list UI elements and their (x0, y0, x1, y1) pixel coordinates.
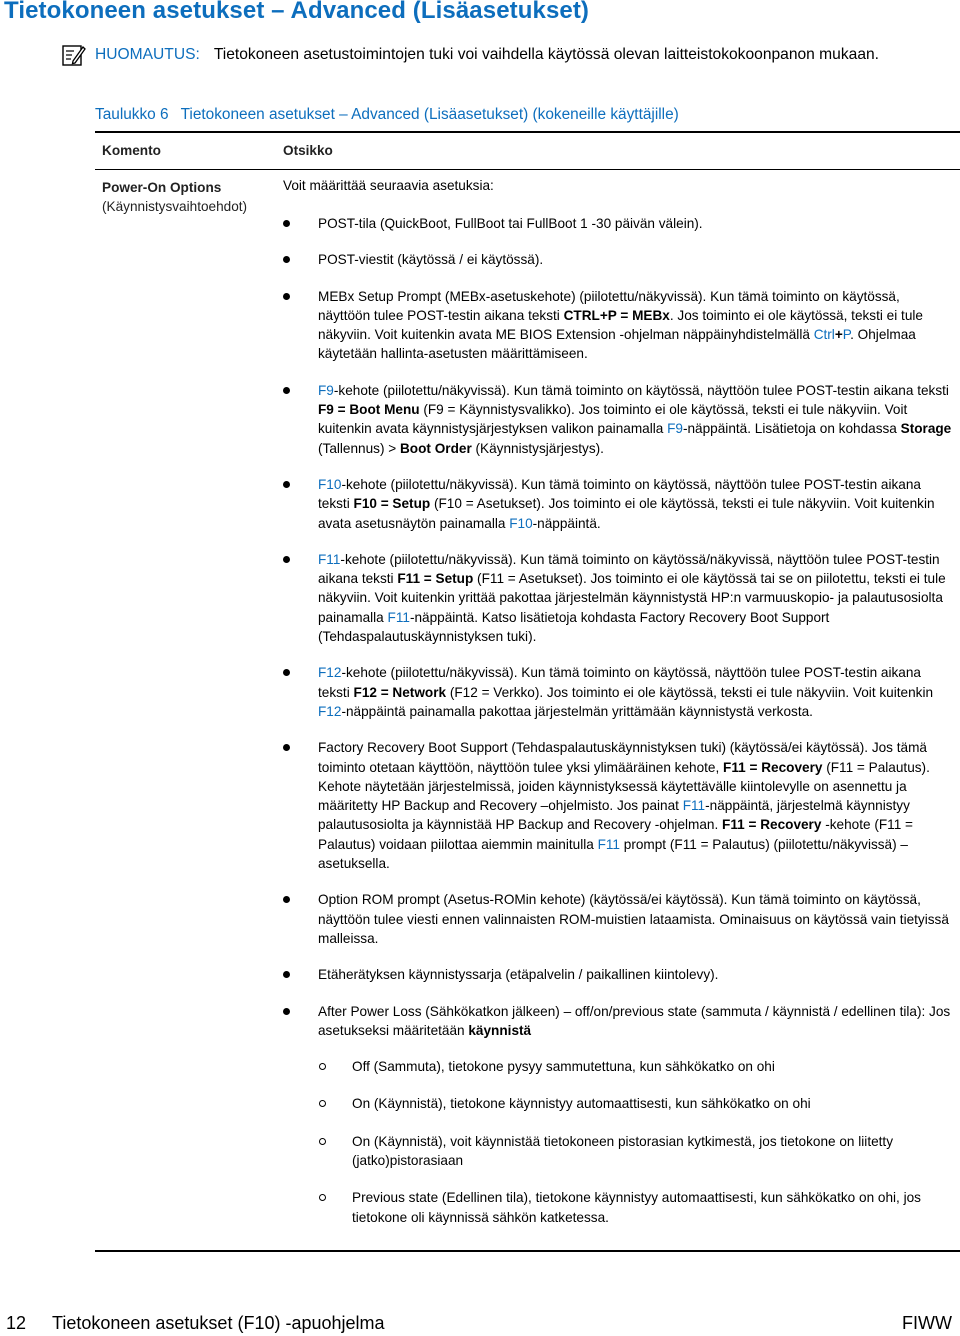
key-f11: F11 (682, 798, 706, 814)
bullet-icon (283, 556, 290, 563)
bullet-icon (283, 896, 290, 903)
command-subtitle: (Käynnistysvaihtoehdot) (102, 199, 248, 214)
list-item (283, 965, 955, 984)
list-item (283, 890, 955, 948)
item-text: (F11 = Asetukset). Jos toiminto ei ole käytössä tai se on piilotettu, teksti ei tule näkyviin. Voit kuitenkin yrittää pakottaa järjestelmän käynnistystä HP:n varmuuskopio- ja palautusosiolta painamalla (318, 571, 946, 625)
hollow-bullet-icon (319, 1194, 326, 1201)
item-text: After Power Loss (Sähkökatkon jälkeen) – off/on/previous state (sammuta / käynnistä / edellinen tila): Jos asetukseksi määritetään (318, 1003, 951, 1038)
table-header-rule (95, 169, 960, 170)
key-p: P (842, 327, 851, 343)
item-key-text: F11 = Setup (397, 571, 474, 587)
footer-locale: FIWW (902, 1313, 952, 1333)
key-f9: F9 (318, 382, 334, 398)
table-bottom-rule (95, 1250, 960, 1252)
key-f11: F11 (597, 836, 620, 852)
item-text: prompt (F11 = Palautus) (piilotettu/näkyvissä) –asetuksella. (318, 836, 908, 872)
item-key-text: F10 = Setup (353, 496, 431, 512)
item-text: -näppäintä. (532, 515, 601, 531)
bullet-icon (283, 220, 290, 227)
item-text: (Tallennus) > (318, 440, 400, 456)
key-f10: F10 (509, 515, 533, 531)
item-text: Etäherätyksen käynnistyssarja (etäpalvelin / paikallinen kiintolevy). (318, 967, 719, 983)
sub-item-text: On (Käynnistä), voit käynnistää tietokoneen pistorasian kytkimestä, jos tietokone on liitetty (jatko)pistorasiaan (352, 1133, 894, 1168)
sub-item-text: Previous state (Edellinen tila), tietokone käynnistyy automaattisesti, kun sähkökatko on ohi, jos tietokone oli käynnissä sähkön katketessa. (352, 1190, 921, 1225)
item-text: (F12 = Verkko). Jos toiminto ei ole käytössä, teksti ei tule näkyviin. Voit kuitenkin (446, 684, 934, 700)
command-title: Power-On Options (102, 180, 222, 195)
item-key-text: + (834, 327, 843, 343)
sub-list-item (283, 1094, 955, 1113)
description-intro: Voit määrittää seuraavia asetuksia: (283, 178, 494, 193)
bullet-icon (283, 1008, 290, 1015)
item-key-text: CTRL+P = MEBx (563, 307, 670, 323)
item-text: . Ohjelmaa käytetään hallinta-asetusten määrittämiseen. (318, 327, 916, 362)
bullet-icon (283, 669, 290, 676)
item-text: Factory Recovery Boot Support (Tehdaspalautuskäynnistyksen tuki) (käytössä/ei käytössä). Jos tämä toiminto otetaan käyttöön, näyttöön tulee yksi ylimääräinen kehote, (318, 740, 927, 775)
list-item (283, 738, 955, 873)
item-key-text: käynnistä (468, 1022, 532, 1038)
item-text: (F10 = Asetukset). Jos toiminto ei ole käytössä, teksti ei tule näkyviin. Voit kuitenkin avata asetusnäytön painamalla (318, 496, 935, 531)
column-header-description: Otsikko (283, 143, 333, 158)
item-text: -näppäintä painamalla pakottaa järjestelmän yrittämään käynnistystä verkosta. (341, 703, 813, 719)
list-item (283, 381, 955, 458)
list-item (283, 214, 955, 233)
key-f12: F12 (318, 665, 342, 681)
list-item (283, 550, 955, 646)
item-text: -näppäintä. Katso lisätietoja kohdasta Factory Recovery Boot Support (Tehdaspalautuskäynnistyksen tuki). (318, 609, 830, 645)
item-key-text: F9 = Boot Menu (318, 402, 420, 418)
list-item (283, 1002, 955, 1041)
item-text: MEBx Setup Prompt (MEBx-asetuskehote) (piilotettu/näkyvissä). Kun tämä toiminto on käytössä, näyttöön tulee POST-testin aikana teksti (318, 288, 900, 323)
item-text: (Käynnistysjärjestys). (471, 440, 604, 456)
table-caption (95, 106, 679, 124)
sub-item-text: On (Käynnistä), tietokone käynnistyy automaattisesti, kun sähkökatko on ohi (352, 1096, 811, 1112)
footer-page-number: 12 (6, 1313, 27, 1333)
item-text: . Jos toiminto ei ole käytössä, teksti ei tule näkyviin. Voit kuitenkin avata ME BIOS Extension -ohjelman näppäinyhdistelmällä (318, 307, 923, 343)
list-item (283, 250, 955, 269)
item-text: POST-viestit (käytössä / ei käytössä). (318, 252, 544, 268)
item-text: (F11 = Palautus). Kehote näytetään järjestelmissä, joiden käynnistyksessä käytettävälle kiintolevylle on asennettu ja määritetty HP Backup and Recovery –ohjelmisto. Jos painat (318, 759, 930, 814)
hollow-bullet-icon (319, 1063, 326, 1070)
table-caption-number: Taulukko 6 (95, 106, 169, 123)
bullet-icon (283, 293, 290, 300)
table-top-rule (95, 131, 960, 133)
table-caption-text: Tietokoneen asetukset – Advanced (Lisäasetukset) (kokeneille käyttäjille) (180, 106, 679, 123)
bullet-icon (283, 481, 290, 488)
item-text: -kehote (piilotettu/näkyvissä). Kun tämä toiminto on käytössä, näyttöön tulee POST-testin aikana teksti (318, 665, 921, 700)
note-pencil-icon (62, 43, 86, 67)
page-title: Tietokoneen asetukset – Advanced (Lisäasetukset) (4, 0, 590, 24)
key-f12: F12 (318, 703, 342, 719)
settings-list (283, 214, 955, 1245)
bullet-icon (283, 744, 290, 751)
item-text: -näppäintä. Lisätietoja on kohdassa (682, 421, 901, 437)
item-text: -kehote (piilotettu/näkyvissä). Kun tämä toiminto on käytössä, näyttöön tulee POST-testin aikana teksti (318, 476, 921, 512)
key-f11: F11 (387, 609, 410, 625)
item-key-text: Boot Order (399, 440, 472, 456)
note-text: Tietokoneen asetustoimintojen tuki voi vaihdella käytössä olevan laitteistokokoonpanon mukaan. (213, 46, 879, 63)
item-text: -näppäintä, järjestelmä käynnistyy palautusosiolta ja käynnistää HP Backup and Recovery -ohjelman. (318, 798, 910, 833)
bullet-icon (283, 387, 290, 394)
item-text: -kehote (piilotettu/näkyvissä). Kun tämä toiminto on käytössä, näyttöön tulee POST-testin aikana teksti (333, 382, 949, 398)
item-text: (F9 = Käynnistysvalikko). Jos toiminto ei ole käytössä, teksti ei tule näkyviin. Voit kuitenkin avata käynnistysjärjestyksen valikon painamalla (318, 402, 908, 437)
hollow-bullet-icon (319, 1138, 326, 1145)
sub-item-text: Off (Sammuta), tietokone pysyy sammutettuna, kun sähkökatko on ohi (352, 1059, 775, 1075)
item-text: POST-tila (QuickBoot, FullBoot tai FullBoot 1 -30 päivän välein). (318, 216, 703, 231)
key-f9: F9 (667, 421, 683, 437)
footer-title: Tietokoneen asetukset (F10) -apuohjelma (52, 1313, 385, 1333)
key-f10: F10 (318, 476, 342, 492)
command-cell (102, 178, 247, 216)
list-item (283, 475, 955, 533)
item-text: Option ROM prompt (Asetus-ROMin kehote) (käytössä/ei käytössä). Kun tämä toiminto on käytössä, näyttöön tulee viesti ennen valinnaisten ROM-muistien lataamista. Ominaisuus on käytössä vain tietyissä malleissa. (318, 892, 949, 946)
hollow-bullet-icon (319, 1100, 326, 1107)
note (95, 44, 915, 65)
sub-list-item (283, 1057, 955, 1076)
bullet-icon (283, 971, 290, 978)
note-label: HUOMAUTUS: (95, 46, 200, 63)
list-item (283, 663, 955, 721)
item-text: -kehote (piilotettu/näkyvissä). Kun tämä toiminto on käytössä/näkyvissä, näyttöön tulee POST-testin aikana teksti (318, 551, 940, 587)
column-header-command: Komento (102, 143, 161, 158)
sub-list-item (283, 1132, 955, 1171)
bullet-icon (283, 256, 290, 263)
item-key-text: F11 = Recovery (722, 817, 822, 833)
key-f11: F11 (318, 551, 341, 567)
item-key-text: F11 = Recovery (723, 759, 823, 775)
item-text: -kehote (F11 = Palautus) voidaan piilottaa aiemmin mainitulla (318, 817, 913, 852)
list-item (283, 287, 955, 364)
item-key-text: F12 = Network (353, 684, 447, 700)
sub-list-item (283, 1188, 955, 1227)
item-key-text: Storage (900, 421, 952, 437)
key-ctrl: Ctrl (813, 327, 835, 343)
